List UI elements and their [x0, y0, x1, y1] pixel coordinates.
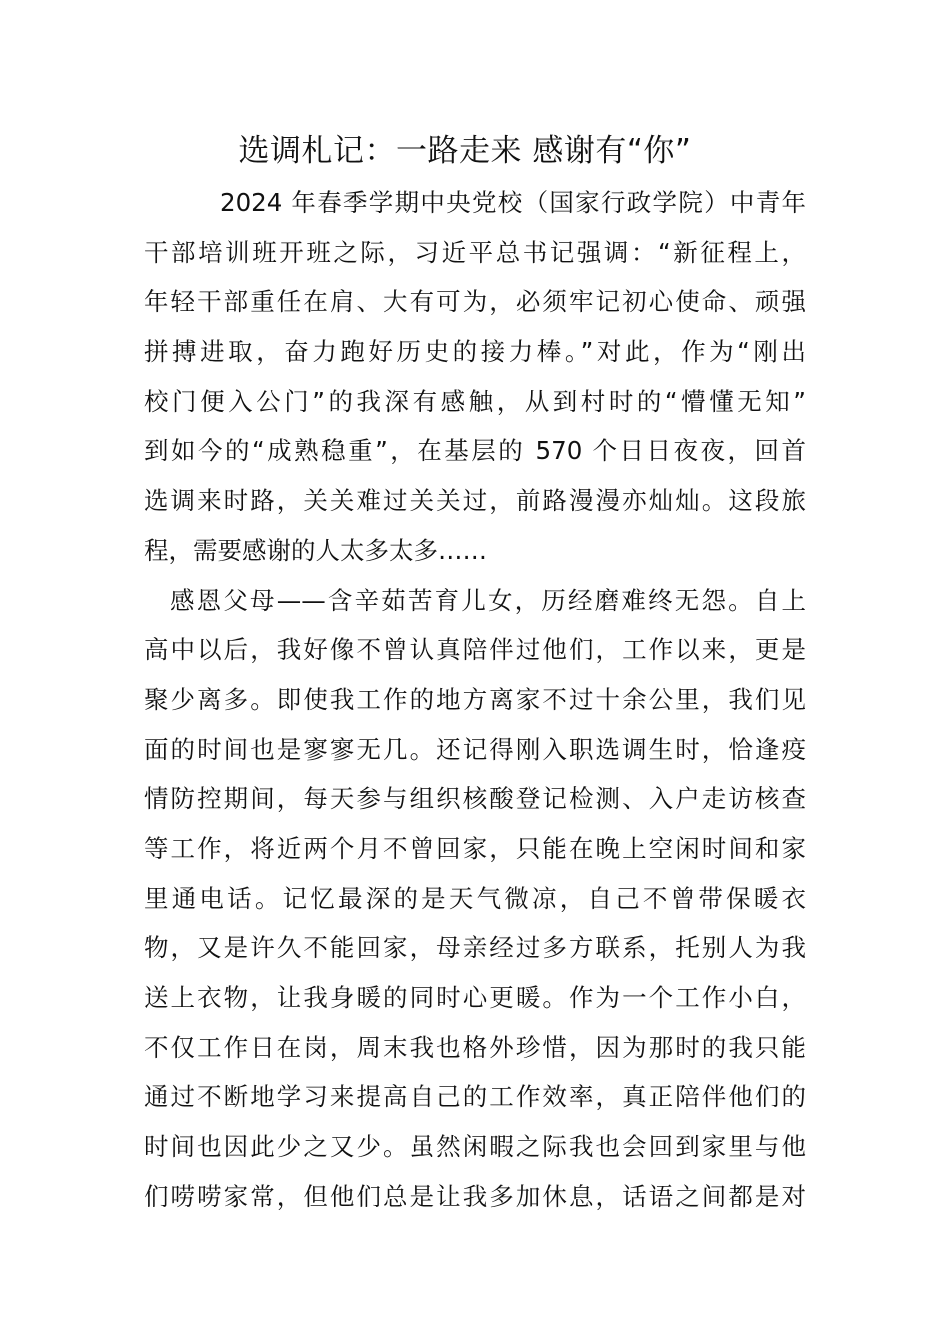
paragraph-1-line-7: 选调来时路，关关难过关关过，前路漫漫亦灿灿。这段旅	[144, 486, 806, 516]
paragraph-2-line-5: 情防控期间，每天参与组织核酸登记检测、入户走访核查	[144, 784, 806, 814]
paragraph-2-line-11: 通过不断地学习来提高自己的工作效率，真正陪伴他们的	[144, 1082, 806, 1112]
paragraph-1-line-5: 校门便入公门”的我深有感触，从到村时的“懵懂无知”	[144, 386, 806, 416]
paragraph-1-line-2: 干部培训班开班之际，习近平总书记强调：“新征程上，	[144, 237, 806, 267]
paragraph-1-line-8: 程，需要感谢的人太多太多……	[144, 535, 487, 565]
paragraph-2-line-13: 们唠唠家常，但他们总是让我多加休息，话语之间都是对	[144, 1181, 806, 1211]
paragraph-1-line-6: 到如今的“成熟稳重”，在基层的 570 个日日夜夜，回首	[144, 436, 806, 466]
paragraph-2-line-3: 聚少离多。即使我工作的地方离家不过十余公里，我们见	[144, 684, 806, 714]
document-title: 选调札记：一路走来 感谢有“你”	[238, 133, 692, 169]
paragraph-1-line-3: 年轻干部重任在肩、大有可为，必须牢记初心使命、顽强	[144, 287, 806, 317]
paragraph-2-line-10: 不仅工作日在岗，周末我也格外珍惜，因为那时的我只能	[144, 1032, 806, 1062]
paragraph-1-line-4: 拼搏进取，奋力跑好历史的接力棒。”对此，作为“刚出	[144, 337, 806, 367]
paragraph-2-line-12: 时间也因此少之又少。虽然闲暇之际我也会回到家里与他	[144, 1132, 806, 1162]
paragraph-2-line-6: 等工作，将近两个月不曾回家，只能在晚上空闲时间和家	[144, 833, 806, 863]
paragraph-2-line-1: 感恩父母——含辛茹苦育儿女，历经磨难终无怨。自上	[170, 585, 806, 615]
paragraph-2-line-8: 物，又是许久不能回家，母亲经过多方联系，托别人为我	[144, 933, 806, 963]
paragraph-1-line-1: 2024 年春季学期中央党校（国家行政学院）中青年	[220, 188, 806, 217]
paragraph-2-line-2: 高中以后，我好像不曾认真陪伴过他们，工作以来，更是	[144, 635, 806, 665]
paragraph-2-line-7: 里通电话。记忆最深的是天气微凉，自己不曾带保暖衣	[144, 883, 806, 913]
paragraph-2-line-4: 面的时间也是寥寥无几。还记得刚入职选调生时，恰逢疫	[144, 734, 806, 764]
paragraph-2-line-9: 送上衣物，让我身暖的同时心更暖。作为一个工作小白，	[144, 983, 806, 1012]
document-body	[144, 178, 806, 1221]
